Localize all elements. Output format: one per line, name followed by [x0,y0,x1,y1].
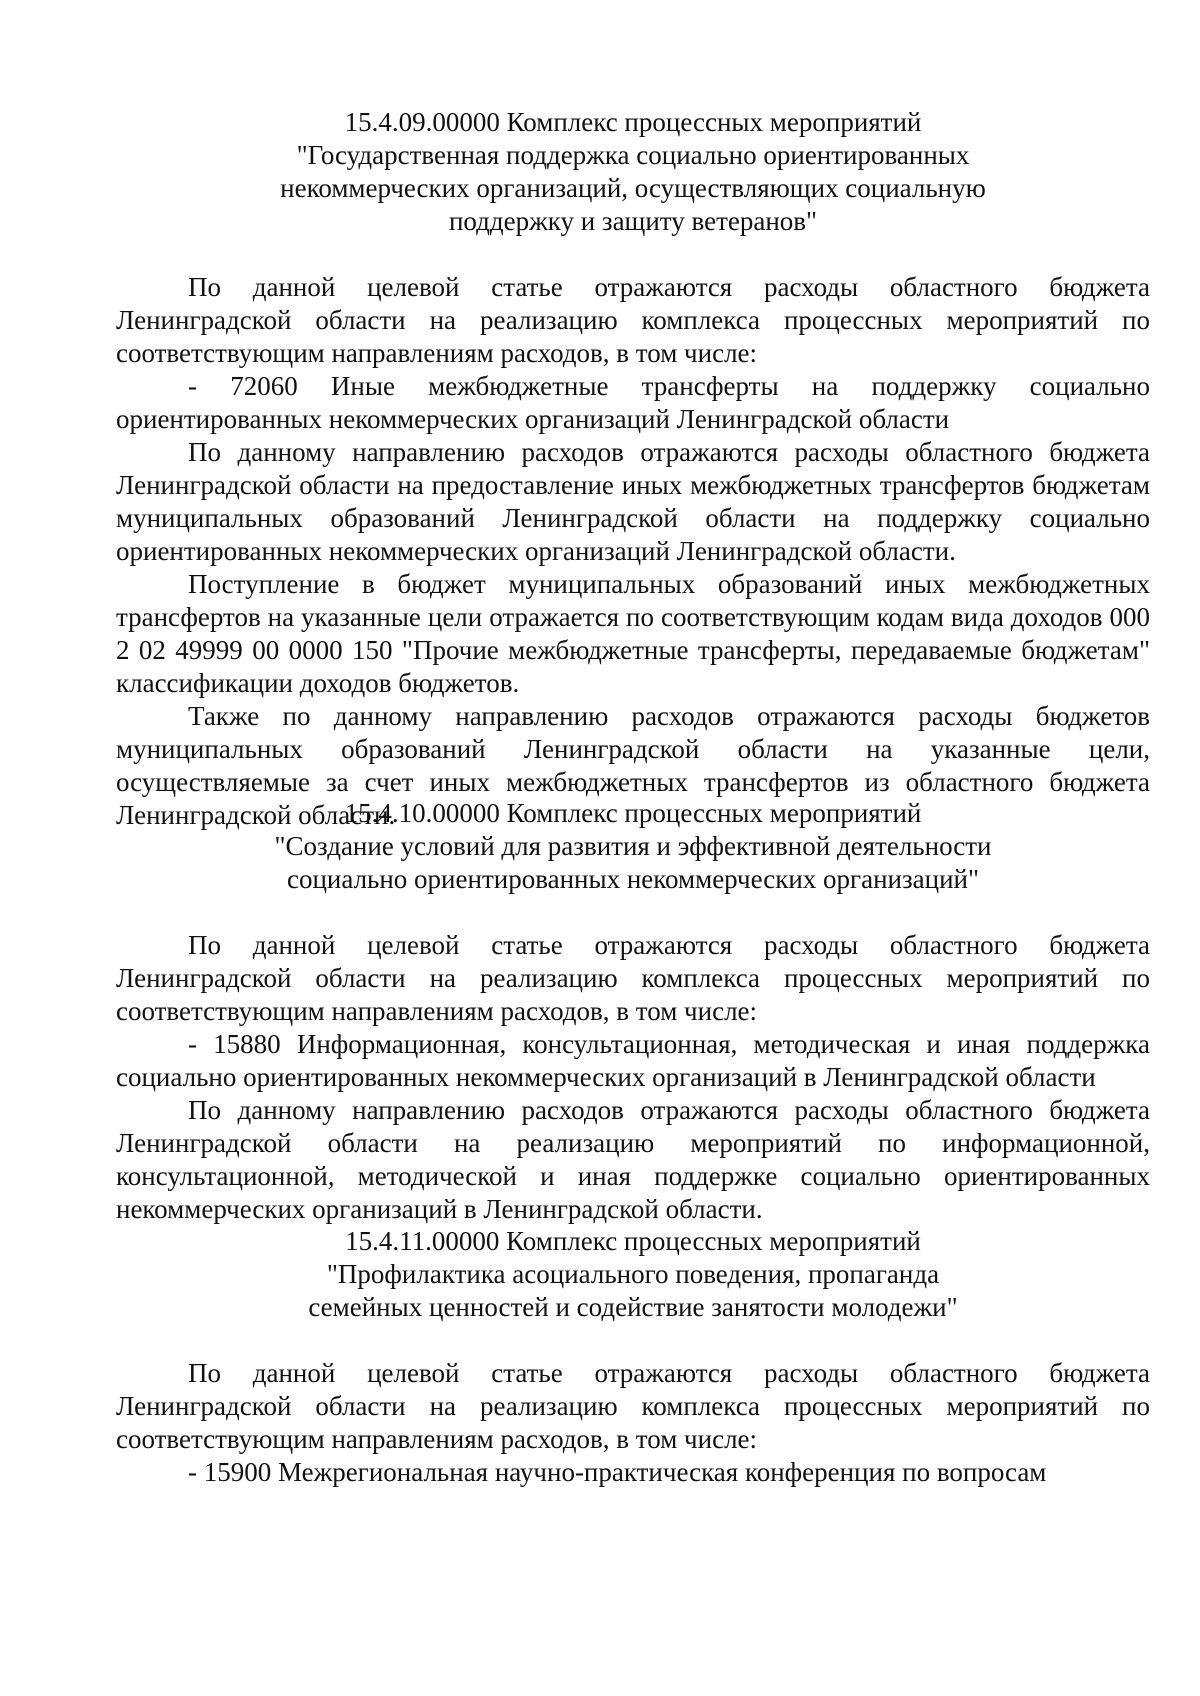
heading-line: 15.4.10.00000 Комплекс процессных мероприятий [344,798,922,828]
section-heading [116,106,1150,238]
heading-line: 15.4.09.00000 Комплекс процессных мероприятий [344,107,922,137]
section-heading [116,1225,1150,1324]
heading-line: некоммерческих организаций, осуществляющих социальную [280,173,986,203]
body-paragraph: Также по данному направлению расходов отражаются расходы бюджетов муниципальных образований Ленинградской области на указанные цели, осуществляемые за счет иных межбюджетных трансфертов из областного бюджета Ленинградской области. [116,701,1150,830]
section-15-4-09 [116,106,1150,832]
body-paragraph: По данному направлению расходов отражаются расходы областного бюджета Ленинградской области на реализацию мероприятий по информационной, консультационной, методической и иная поддержке социально ориентированных некоммерческих организаций в Ленинградской области. [116,1095,1150,1224]
body-paragraph: По данному направлению расходов отражаются расходы областного бюджета Ленинградской области на предоставление иных межбюджетных трансфертов бюджетам муниципальных образований Ленинградской области на поддержку социально ориентированных некоммерческих организаций Ленинградской области. [116,437,1150,566]
section-15-4-10 [116,797,1150,1226]
section-heading [116,797,1150,896]
expense-item: - 72060 Иные межбюджетные трансферты на поддержку социально ориентированных некоммерческих организаций Ленинградской области [116,371,1150,434]
heading-line: "Создание условий для развития и эффективной деятельности [274,831,992,861]
expense-item: - 15880 Информационная, консультационная, методическая и иная поддержка социально ориентированных некоммерческих организаций в Ленинградской области [116,1029,1150,1092]
heading-line: "Государственная поддержка социально ориентированных [296,140,970,170]
intro-paragraph: По данной целевой статье отражаются расходы областного бюджета Ленинградской области на реализацию комплекса процессных мероприятий по соответствующим направлениям расходов, в том числе: [116,272,1150,368]
expense-item: - 15900 Межрегиональная научно-практическая конференция по вопросам [188,1457,1047,1487]
intro-paragraph: По данной целевой статье отражаются расходы областного бюджета Ленинградской области на реализацию комплекса процессных мероприятий по соответствующим направлениям расходов, в том числе: [116,930,1150,1026]
body-paragraph: Поступление в бюджет муниципальных образований иных межбюджетных трансфертов на указанные цели отражается по соответствующим кодам вида доходов 000 2 02 49999 00 0000 150 "Прочие межбюджетные трансферты, передаваемые бюджетам" классификации доходов бюджетов. [116,569,1150,698]
heading-line: семейных ценностей и содействие занятости молодежи" [308,1292,958,1322]
section-15-4-11 [116,1225,1150,1489]
intro-paragraph: По данной целевой статье отражаются расходы областного бюджета Ленинградской области на реализацию комплекса процессных мероприятий по соответствующим направлениям расходов, в том числе: [116,1358,1150,1454]
heading-line: социально ориентированных некоммерческих организаций" [286,864,980,894]
heading-line: 15.4.11.00000 Комплекс процессных мероприятий [345,1226,921,1256]
heading-line: "Профилактика асоциального поведения, пропаганда [326,1259,940,1289]
heading-line: поддержку и защиту ветеранов" [448,206,818,236]
